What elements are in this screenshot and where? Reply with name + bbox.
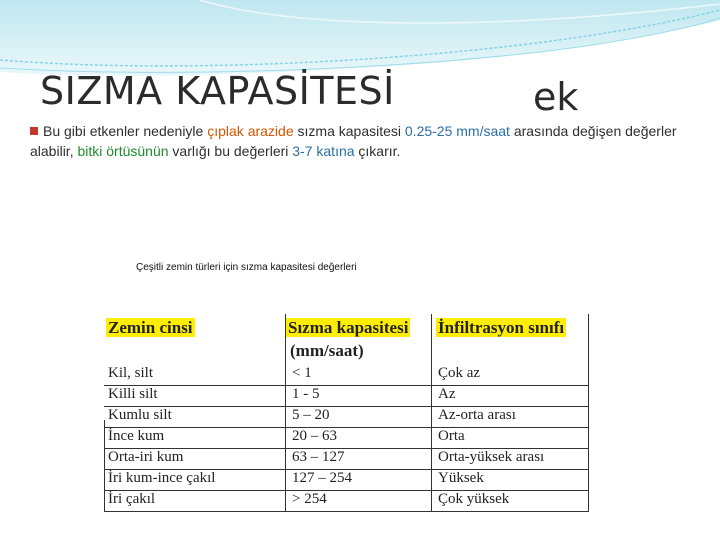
table-cell: Orta-yüksek arası xyxy=(438,449,545,465)
infiltration-table xyxy=(92,310,590,516)
table-rule xyxy=(588,314,589,512)
table-body xyxy=(92,310,590,516)
table-rule xyxy=(104,385,588,386)
table-cell: İnce kum xyxy=(108,428,165,444)
highlight-multiplier: 3-7 katına xyxy=(292,143,355,159)
table-cell: 127 – 254 xyxy=(292,470,352,486)
table-rule xyxy=(431,314,432,512)
table-cell: Çok az xyxy=(438,365,481,381)
text-fragment: çıkarır. xyxy=(354,143,401,159)
table-cell: 20 – 63 xyxy=(292,428,337,444)
table-cell: İri kum-ince çakıl xyxy=(108,470,216,486)
text-fragment: arasında değişen değerler alabilir, xyxy=(30,123,677,159)
table-cell: İri çakıl xyxy=(108,491,156,507)
table-rule xyxy=(104,406,588,407)
body-paragraph xyxy=(30,121,710,161)
table-cell: Yüksek xyxy=(438,470,484,486)
text-fragment: varlığı bu değerleri xyxy=(168,143,293,159)
highlight-range: 0.25-25 mm/saat xyxy=(404,123,510,139)
table-header-class: İnfiltrasyon sınıfı xyxy=(438,318,565,337)
table-caption: Çeşitli zemin türleri için sızma kapasitesi değerleri xyxy=(136,262,357,273)
table-cell: Az-orta arası xyxy=(438,407,516,423)
table-rule xyxy=(285,314,286,512)
highlight-bare-ground: çıplak arazide xyxy=(207,123,294,139)
table-rule xyxy=(104,420,105,512)
table-cell: < 1 xyxy=(292,365,312,381)
bullet-icon xyxy=(30,127,38,135)
table-cell: Killi silt xyxy=(108,386,158,402)
slide-title: SIZMA KAPASİTESİ xyxy=(40,69,395,113)
table-header-unit: (mm/saat) xyxy=(290,341,364,360)
table-rule xyxy=(104,490,588,491)
table-rule xyxy=(104,511,588,512)
table-cell: Orta xyxy=(438,428,465,444)
text-fragment: Bu gibi etkenler nedeniyle xyxy=(43,123,208,139)
table-cell: Çok yüksek xyxy=(438,491,510,507)
table-header-soil: Zemin cinsi xyxy=(108,318,193,337)
table-cell: > 254 xyxy=(292,491,327,507)
table-cell: Az xyxy=(438,386,456,402)
table-cell: Orta-iri kum xyxy=(108,449,184,465)
table-header-capacity: Sızma kapasitesi xyxy=(288,318,409,337)
table-cell: 63 – 127 xyxy=(292,449,345,465)
table-rule xyxy=(104,427,588,428)
table-rule xyxy=(104,448,588,449)
table-cell: 5 – 20 xyxy=(292,407,330,423)
table-rule xyxy=(104,469,588,470)
table-cell: 1 - 5 xyxy=(292,386,320,402)
table-cell: Kumlu silt xyxy=(108,407,172,423)
slide-title-suffix: ek xyxy=(533,75,579,119)
highlight-vegetation: bitki örtüsünün xyxy=(77,143,169,159)
table-cell: Kil, silt xyxy=(108,365,154,381)
text-fragment: sızma kapasitesi xyxy=(293,123,405,139)
